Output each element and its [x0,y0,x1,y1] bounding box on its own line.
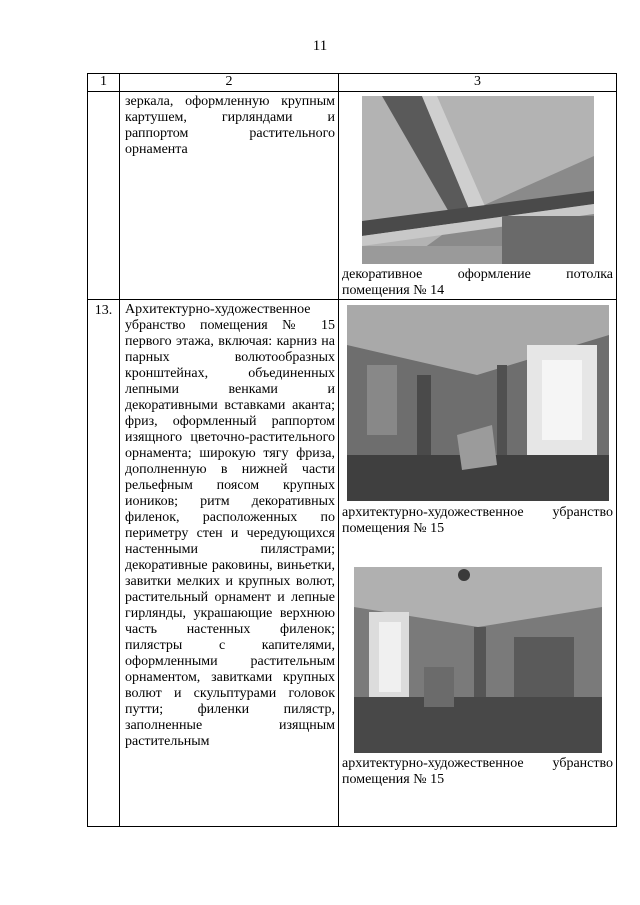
header-col-2: 2 [120,74,339,92]
table-header-row [88,74,617,92]
row-description [120,92,339,300]
room-photo-1 [347,305,609,501]
row-description-text: Архитектурно-художественное убранство помещения № 15 первого этажа, включая: карниз на парных волютообразных кронштейнах, объединенных лепными венками и декоративными вставками аканта; фриз, оформленный раппортом изящного цветочно-растительного орнамента; широкую тягу фриза, дополненную в нижней части рельефным поясом крупных иоников; ритм декоративных филенок, расположенных по периметру стен и чередующихся настенными пилястрами; декоративные раковины, виньетки, завитки мелких и крупных волют, растительный орнамент и лепные гирлянды, украшающие верхнюю часть настенных филенок; пилястры с капителями, оформленными растительным орнаментом, завитками крупных волют и скульптурами головок путти; филенки пилястр, заполненные изящным растительным [125,302,335,749]
photo-caption: архитектурно-художественное убранство помещения № 15 [342,505,613,536]
row-photos [339,300,617,827]
row-description-text: зеркала, оформленную крупным картушем, гирляндами и раппортом растительного орнамента [125,94,335,157]
row-number [88,92,120,300]
header-col-1: 1 [88,74,120,92]
table-row [88,300,617,827]
row-number: 13. [88,300,120,827]
header-col-3: 3 [339,74,617,92]
heritage-table [87,73,617,827]
photo-caption: архитектурно-художественное убранство помещения № 15 [342,756,613,787]
table-row [88,92,617,300]
ceiling-photo [362,96,594,264]
photo-caption: декоративное оформление потолка помещения № 14 [342,267,613,298]
room-photo-2 [354,567,602,753]
page-number: 11 [312,38,328,54]
row-photos [339,92,617,300]
row-description [120,300,339,827]
